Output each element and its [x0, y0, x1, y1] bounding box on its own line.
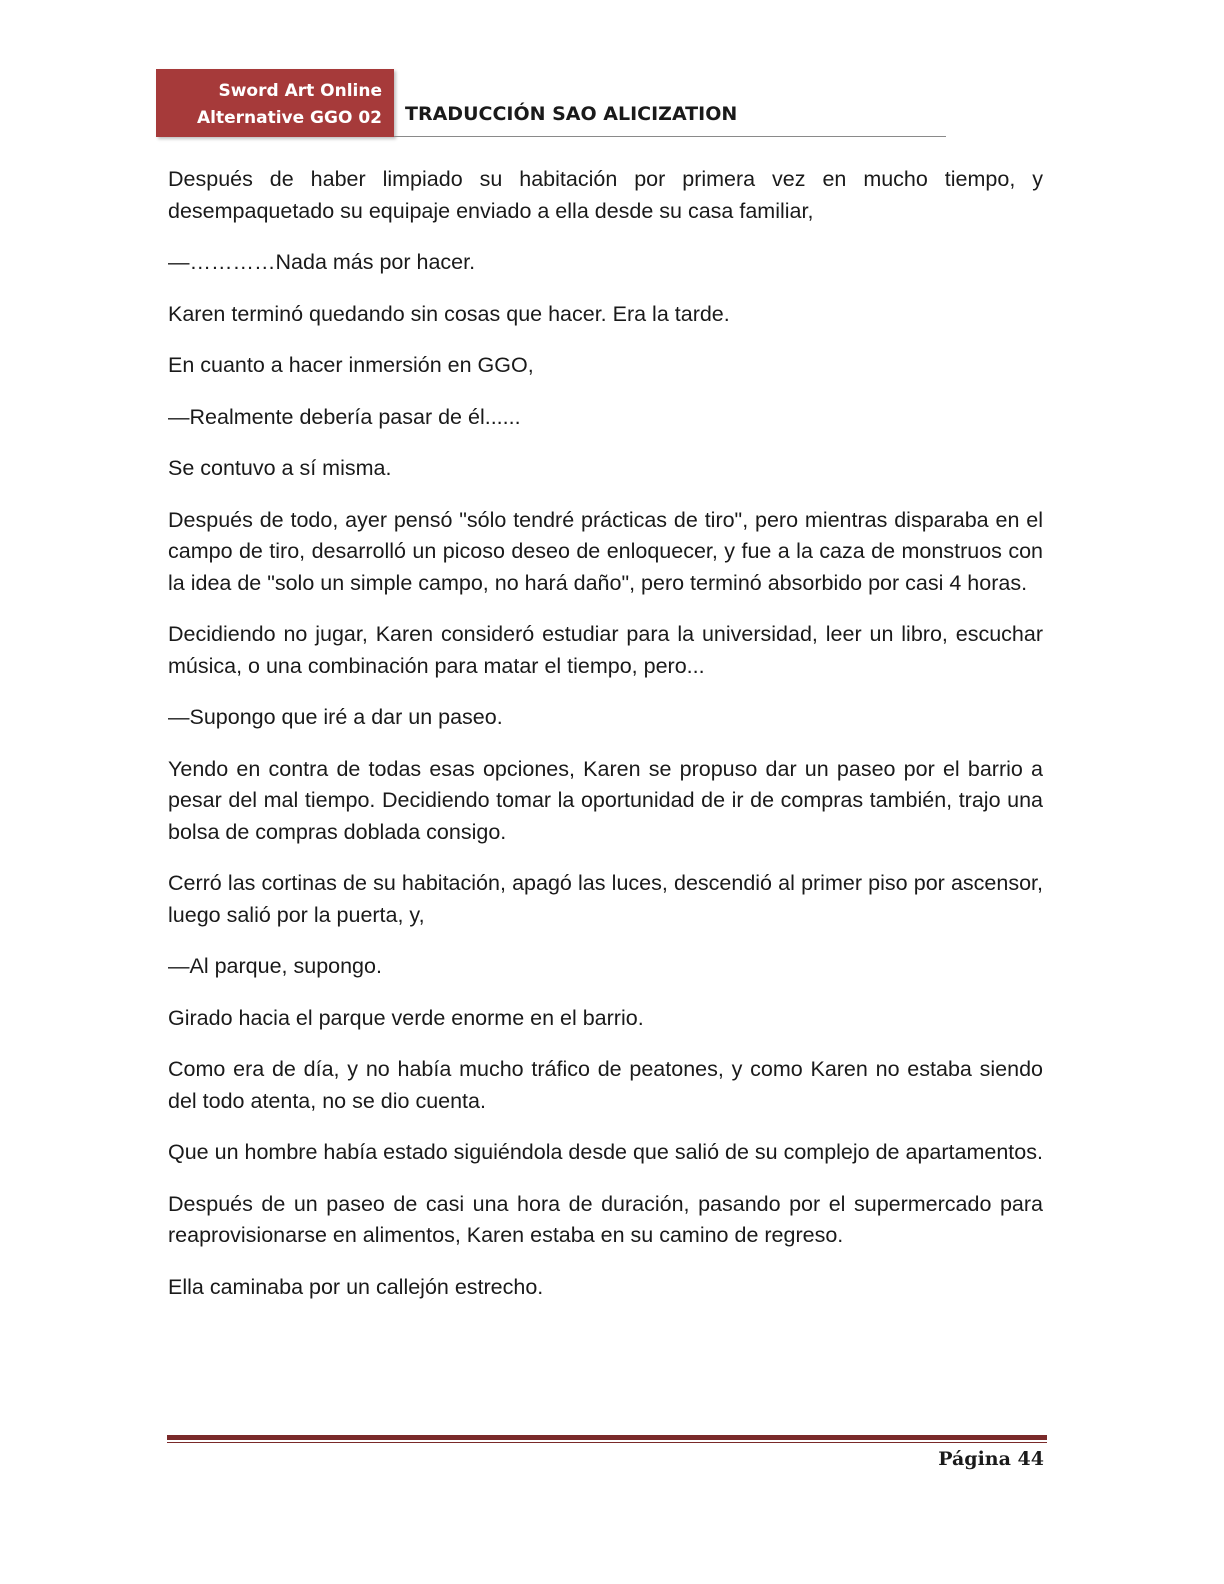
paragraph: —Supongo que iré a dar un paseo.: [168, 705, 503, 729]
paragraph: Se contuvo a sí misma.: [168, 456, 392, 480]
paragraph: Después de haber limpiado su habitación por primera vez en mucho tiempo, y desempaquetado su equipaje enviado a ella desde su casa familiar,: [168, 167, 1043, 223]
header-rule: [394, 136, 946, 137]
series-title-line1: Sword Art Online: [218, 81, 382, 101]
paragraph: —Realmente debería pasar de él......: [168, 404, 521, 429]
paragraph: Que un hombre había estado siguiéndola desde que salió de su complejo de apartamentos.: [168, 1140, 1043, 1164]
series-title-box: [156, 69, 394, 137]
paragraph: Como era de día, y no había mucho tráfico de peatones, y como Karen no estaba siendo del todo atenta, no se dio cuenta.: [168, 1057, 1043, 1113]
paragraph: Yendo en contra de todas esas opciones, Karen se propuso dar un paseo por el barrio a pesar del mal tiempo. Decidiendo tomar la oportunidad de ir de compras también, trajo una bolsa de compras doblada consigo.: [168, 756, 1043, 844]
paragraph: Karen terminó quedando sin cosas que hacer. Era la tarde.: [168, 301, 730, 326]
paragraph: —Al parque, supongo.: [168, 954, 382, 978]
body-text: [168, 164, 1043, 1323]
paragraph: —…………Nada más por hacer.: [168, 250, 476, 274]
footer-rule-thin: [167, 1442, 1047, 1443]
paragraph: Decidiendo no jugar, Karen consideró estudiar para la universidad, leer un libro, escuchar música, o una combinación para matar el tiempo, pero...: [168, 622, 1043, 678]
paragraph: Girado hacia el parque verde enorme en el barrio.: [168, 1005, 644, 1030]
paragraph: En cuanto a hacer inmersión en GGO,: [168, 353, 534, 377]
paragraph: Cerró las cortinas de su habitación, apagó las luces, descendió al primer piso por ascensor, luego salió por la puerta, y,: [168, 871, 1043, 927]
paragraph: Después de todo, ayer pensó "sólo tendré prácticas de tiro", pero mientras disparaba en el campo de tiro, desarrolló un picoso deseo de enloquecer, y fue a la caza de monstruos con la idea de "solo un simple campo, no hará daño", pero terminó absorbido por casi 4 horas.: [168, 507, 1043, 595]
translation-group-title: TRADUCCIÓN SAO ALICIZATION: [405, 103, 738, 125]
page-header: [156, 69, 946, 139]
paragraph: Ella caminaba por un callejón estrecho.: [168, 1274, 544, 1299]
footer-rule-thick: [167, 1435, 1047, 1440]
paragraph: Después de un paseo de casi una hora de duración, pasando por el supermercado para reaprovisionarse en alimentos, Karen estaba en su camino de regreso.: [168, 1191, 1043, 1247]
series-title-line2: Alternative GGO 02: [196, 108, 382, 128]
page-number: Página 44: [938, 1448, 1044, 1470]
